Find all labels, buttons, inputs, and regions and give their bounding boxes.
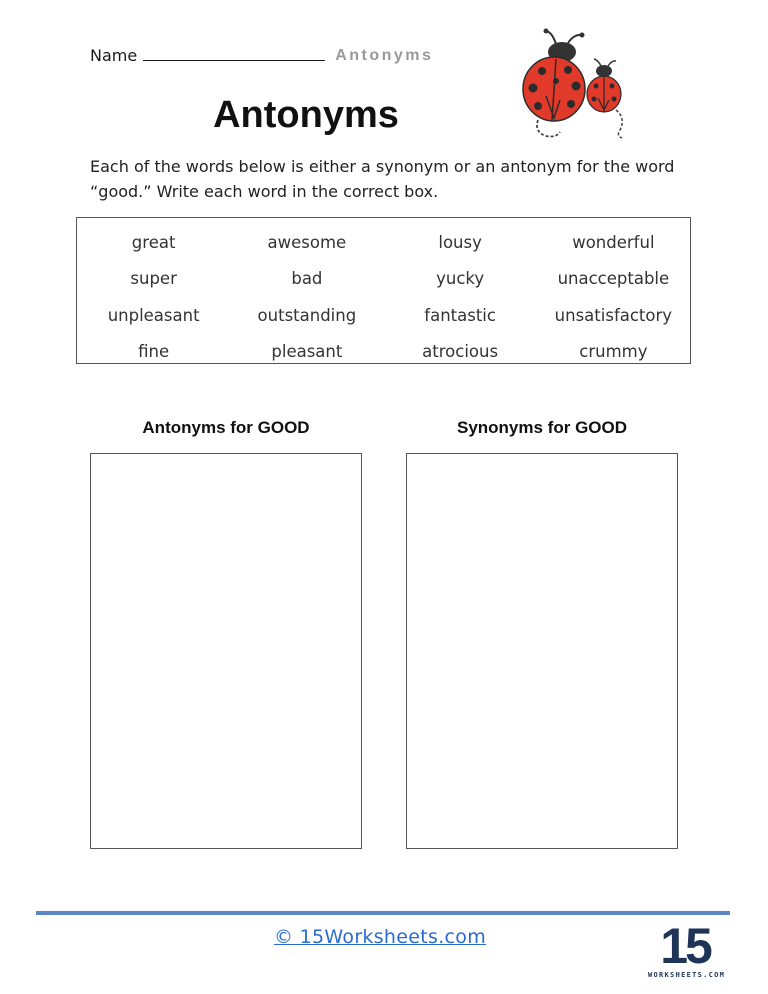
synonyms-answer-box[interactable] <box>406 453 678 849</box>
word-bank-word: awesome <box>267 232 347 252</box>
word-bank-row <box>77 334 690 371</box>
word-bank <box>76 217 691 364</box>
word-bank-word: super <box>130 269 177 289</box>
word-bank-row <box>77 261 690 298</box>
synonyms-heading: Synonyms for GOOD <box>456 418 628 437</box>
logo-number: 15 <box>660 918 710 974</box>
word-bank-word: unsatisfactory <box>554 305 673 325</box>
footer-copyright-link[interactable]: © 15Worksheets.com <box>274 926 487 948</box>
word-bank-word: atrocious <box>422 342 499 362</box>
word-bank-word: yucky <box>436 269 485 289</box>
word-bank-word: crummy <box>579 342 648 362</box>
instructions: Each of the words below is either a synonym or an antonym for the word “good.” Write each word in the correct box. <box>90 157 675 201</box>
word-bank-word: outstanding <box>257 305 357 325</box>
word-bank-word: unacceptable <box>557 269 670 289</box>
word-bank-row <box>77 224 690 261</box>
word-bank-word: unpleasant <box>107 305 200 325</box>
ladybugs-illustration-icon <box>516 26 636 141</box>
antonyms-answer-box[interactable] <box>90 453 362 849</box>
page-title: Antonyms <box>213 94 399 136</box>
word-bank-row <box>77 297 690 334</box>
word-bank-word: fantastic <box>424 305 496 325</box>
footer-divider <box>36 911 730 915</box>
logo-text: WORKSHEETS.COM <box>648 971 726 979</box>
word-bank-word: bad <box>291 269 323 289</box>
name-label: Name <box>90 46 138 65</box>
name-write-line[interactable] <box>143 60 325 61</box>
name-row <box>90 46 433 65</box>
word-bank-word: lousy <box>438 232 482 252</box>
word-bank-word: wonderful <box>572 232 655 252</box>
word-bank-word: pleasant <box>271 342 343 362</box>
word-bank-word: great <box>131 232 176 252</box>
word-bank-word: fine <box>138 342 170 362</box>
antonyms-heading: Antonyms for GOOD <box>142 418 310 437</box>
worksheets-logo <box>648 918 726 984</box>
header-subject: Antonyms <box>335 47 434 64</box>
